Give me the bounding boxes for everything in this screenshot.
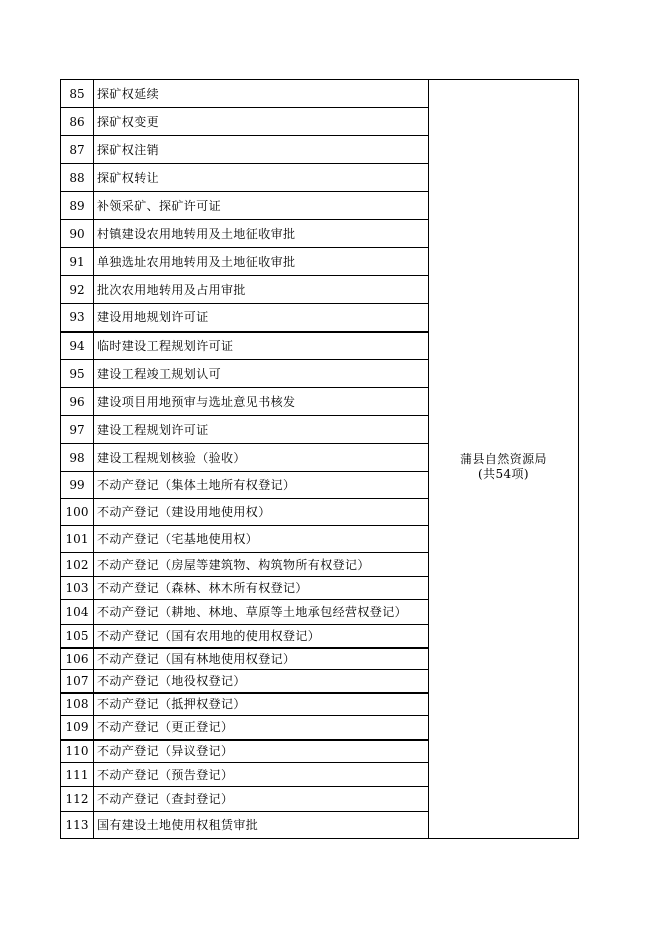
service-item-name: 不动产登记（地役权登记） bbox=[94, 670, 429, 693]
department-cell bbox=[429, 80, 579, 839]
row-number: 90 bbox=[61, 220, 94, 248]
row-number: 94 bbox=[61, 332, 94, 360]
service-item-name: 补领采矿、探矿许可证 bbox=[94, 192, 429, 220]
service-item-name: 不动产登记（宅基地使用权） bbox=[94, 526, 429, 553]
service-item-name: 不动产登记（预告登记） bbox=[94, 763, 429, 787]
department-item-count: (共54项) bbox=[477, 467, 530, 481]
row-number: 86 bbox=[61, 108, 94, 136]
service-item-name: 不动产登记（更正登记） bbox=[94, 716, 429, 740]
service-item-name: 建设工程竣工规划认可 bbox=[94, 360, 429, 388]
service-item-name: 不动产登记（查封登记） bbox=[94, 787, 429, 812]
service-item-name: 不动产登记（异议登记） bbox=[94, 740, 429, 763]
service-item-name: 探矿权变更 bbox=[94, 108, 429, 136]
department-name: 蒲县自然资源局 bbox=[460, 452, 547, 466]
row-number: 103 bbox=[61, 577, 94, 600]
row-number: 107 bbox=[61, 670, 94, 693]
service-item-name: 建设工程规划核验（验收） bbox=[94, 444, 429, 472]
service-item-name: 建设工程规划许可证 bbox=[94, 416, 429, 444]
service-items-table bbox=[60, 79, 579, 839]
row-number: 92 bbox=[61, 276, 94, 304]
row-number: 100 bbox=[61, 499, 94, 526]
row-number: 99 bbox=[61, 472, 94, 499]
service-item-name: 不动产登记（国有农用地的使用权登记） bbox=[94, 625, 429, 648]
row-number: 109 bbox=[61, 716, 94, 740]
row-number: 93 bbox=[61, 304, 94, 332]
row-number: 88 bbox=[61, 164, 94, 192]
row-number: 110 bbox=[61, 740, 94, 763]
row-number: 101 bbox=[61, 526, 94, 553]
row-number: 85 bbox=[61, 80, 94, 108]
service-item-name: 不动产登记（国有林地使用权登记） bbox=[94, 648, 429, 670]
service-item-name: 建设项目用地预审与选址意见书核发 bbox=[94, 388, 429, 416]
service-item-name: 国有建设土地使用权租赁审批 bbox=[94, 812, 429, 839]
service-item-name: 批次农用地转用及占用审批 bbox=[94, 276, 429, 304]
service-items-sheet bbox=[60, 79, 578, 839]
service-item-name: 探矿权转让 bbox=[94, 164, 429, 192]
service-item-name: 不动产登记（森林、林木所有权登记） bbox=[94, 577, 429, 600]
service-item-name: 建设用地规划许可证 bbox=[94, 304, 429, 332]
row-number: 87 bbox=[61, 136, 94, 164]
service-item-name: 不动产登记（房屋等建筑物、构筑物所有权登记） bbox=[94, 553, 429, 577]
row-number: 102 bbox=[61, 553, 94, 577]
row-number: 105 bbox=[61, 625, 94, 648]
service-item-name: 不动产登记（集体土地所有权登记） bbox=[94, 472, 429, 499]
row-number: 89 bbox=[61, 192, 94, 220]
row-number: 97 bbox=[61, 416, 94, 444]
row-number: 113 bbox=[61, 812, 94, 839]
table-row bbox=[61, 80, 579, 108]
service-item-name: 不动产登记（耕地、林地、草原等土地承包经营权登记） bbox=[94, 600, 429, 625]
service-item-name: 临时建设工程规划许可证 bbox=[94, 332, 429, 360]
service-items-body bbox=[61, 80, 579, 839]
row-number: 108 bbox=[61, 693, 94, 716]
row-number: 112 bbox=[61, 787, 94, 812]
service-item-name: 单独选址农用地转用及土地征收审批 bbox=[94, 248, 429, 276]
row-number: 111 bbox=[61, 763, 94, 787]
row-number: 91 bbox=[61, 248, 94, 276]
service-item-name: 不动产登记（抵押权登记） bbox=[94, 693, 429, 716]
row-number: 98 bbox=[61, 444, 94, 472]
service-item-name: 不动产登记（建设用地使用权） bbox=[94, 499, 429, 526]
service-item-name: 探矿权延续 bbox=[94, 80, 429, 108]
row-number: 96 bbox=[61, 388, 94, 416]
service-item-name: 探矿权注销 bbox=[94, 136, 429, 164]
service-item-name: 村镇建设农用地转用及土地征收审批 bbox=[94, 220, 429, 248]
row-number: 104 bbox=[61, 600, 94, 625]
row-number: 95 bbox=[61, 360, 94, 388]
row-number: 106 bbox=[61, 648, 94, 670]
